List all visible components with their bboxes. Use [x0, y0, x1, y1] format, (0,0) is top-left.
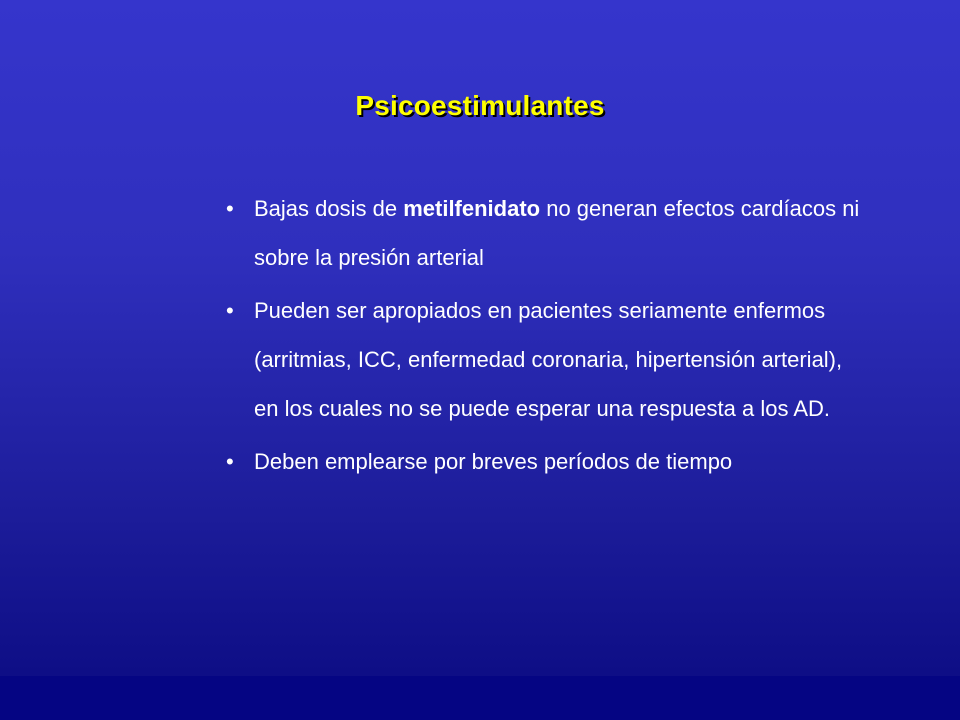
bullet-1-text-end: no generan efectos cardíacos ni sobre la presión arterial [254, 196, 860, 270]
bullet-icon: • [226, 298, 234, 323]
bullet-3-text: Deben emplearse por breves períodos de tiempo [254, 449, 733, 474]
bullet-icon: • [226, 449, 234, 474]
bullet-item-1 [226, 184, 866, 282]
bullet-2-text: Pueden ser apropiados en pacientes seriamente enfermos (arritmias, ICC, enfermedad coronaria, hipertensión arterial), en los cuales no se puede esperar una respuesta a los AD. [254, 298, 843, 421]
bullet-item-2 [226, 286, 866, 433]
bullet-item-3 [226, 437, 866, 486]
bullet-icon: • [226, 196, 234, 221]
slide-title: Psicoestimulantes [355, 90, 605, 121]
bullet-1-bold-term: metilfenidato [403, 196, 541, 221]
bottom-band [0, 676, 960, 720]
bullet-1-text-start: Bajas dosis de [254, 196, 404, 221]
bullet-list [226, 184, 866, 490]
